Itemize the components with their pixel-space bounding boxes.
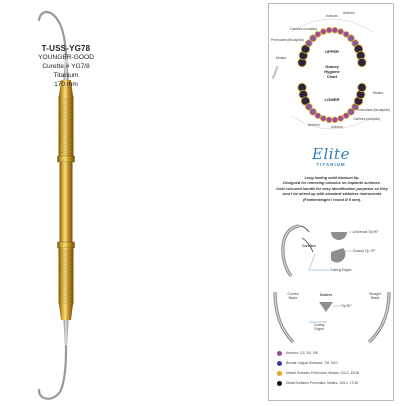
label-anterior-bottom: Anterior <box>308 123 320 127</box>
lower-tip <box>39 320 66 399</box>
description-line: (Featherweight / round Ø 9 mm). <box>302 197 362 202</box>
label-premolars-top: Premolars (bicuspids) <box>271 38 304 42</box>
chart-lower-label: LOWER <box>324 97 340 102</box>
legend-text: Mesial Surfaces Premolars, Molars: 11/12, 15/16 <box>286 371 360 375</box>
curettes-cutting-label: Cutting Edges <box>330 268 352 272</box>
chart-title <box>312 64 352 79</box>
tooth <box>321 116 327 122</box>
universal-tip-label: Universal Tip 90° <box>353 230 379 234</box>
label-posterior: Posterior <box>271 65 280 80</box>
label-premolars-bottom: Premolars (bicuspids) <box>357 108 390 112</box>
info-card <box>268 3 394 401</box>
elite-titanium-logo <box>298 147 364 168</box>
lower-shank <box>64 320 69 345</box>
description-line: Gold coloured handle for easy identification purposes so they <box>276 186 388 191</box>
tooth <box>326 27 332 33</box>
chart-title-line: Gracey <box>325 64 339 69</box>
legend-dot <box>277 371 282 376</box>
tooth <box>338 116 344 122</box>
straight-blade-label: Straight Blade <box>369 292 381 300</box>
chart-title-line: Hygiene <box>324 69 340 74</box>
tooth <box>338 29 344 35</box>
product-code: T-USS-YG78 <box>41 44 91 53</box>
tooth <box>315 113 321 119</box>
gracey-tip-label: Gracey Tip 70° <box>353 249 376 253</box>
legend-dot <box>277 361 282 366</box>
tooth <box>321 29 327 35</box>
label-incisors-bottom: Incisors <box>331 125 343 129</box>
tooth <box>315 32 321 38</box>
description-line: Long lasting solid titanium tip. <box>304 176 360 180</box>
legend-text: Anterior: 1/2, 3/4, 5/6 <box>286 351 318 355</box>
tooth <box>358 58 366 66</box>
legend-text: Distal Surfaces Premolars, Molars: 13/14, 17/18 <box>286 381 358 385</box>
product-description <box>273 176 391 203</box>
label-canines-bottom: Canines (cuspids) <box>353 117 381 121</box>
legend-item <box>277 380 358 386</box>
legend-text: Buccal Lingual Surfaces: 7/8, 9/10 <box>286 361 338 365</box>
product-length: 170 mm <box>54 81 78 88</box>
label-incisors-top: Incisors <box>326 14 338 18</box>
product-label <box>26 44 106 89</box>
description-line: Designed for removing calculus on implants surfaces. <box>283 181 381 186</box>
curettes-label: Curettes <box>302 244 316 248</box>
legend-dot <box>277 351 282 356</box>
legend-item <box>277 350 318 356</box>
upper-teeth-arch <box>298 27 366 66</box>
tooth <box>358 83 366 91</box>
label-molars-right: Molars <box>373 91 384 95</box>
scalers-cutting-label: Cutting Edges <box>313 323 325 331</box>
tooth <box>332 27 338 33</box>
scaler-tip-label: Tip 90° <box>341 304 352 308</box>
product-name: YOUNGER-GOOD <box>38 54 94 61</box>
chart-upper-label: UPPER <box>325 49 339 54</box>
description-line: won't be mixed up with standard stainless instruments <box>282 192 382 197</box>
curved-blade-label: Curved Blade <box>287 292 299 300</box>
brand-script: Elite <box>312 145 350 163</box>
legend-dot <box>277 381 282 386</box>
label-molars-top: Molars <box>276 56 287 60</box>
legend-item <box>277 360 337 366</box>
product-curette: Curette # YG7/8 <box>42 63 90 70</box>
brand-sub: TITANIUM <box>316 162 346 167</box>
tooth <box>326 117 332 123</box>
product-material: Titanium <box>53 72 79 79</box>
label-canines-top: Canines (cuspids) <box>290 27 318 31</box>
label-anterior-top: Anterior <box>343 11 355 15</box>
tooth <box>332 117 338 123</box>
chart-title-line: Chart <box>326 74 338 79</box>
scalers-label: Scalers <box>320 293 333 297</box>
legend-item <box>277 370 359 376</box>
